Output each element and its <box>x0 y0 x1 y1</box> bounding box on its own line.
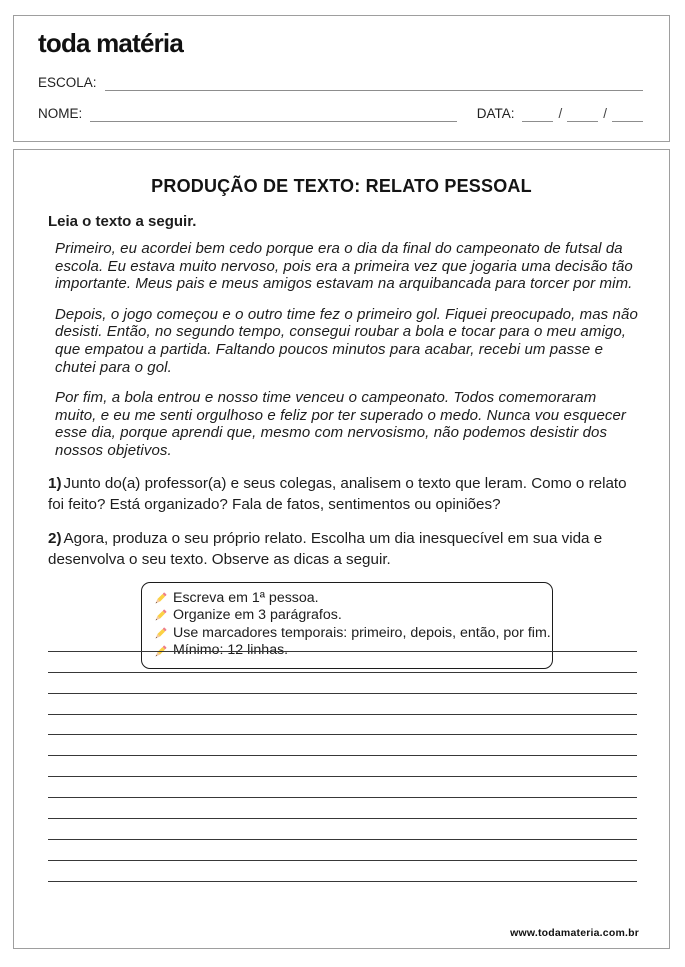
question-2-text: Agora, produza o seu próprio relato. Escolha um dia inesquecível em sua vida e desenvolva o seu texto. Observe as dicas a seguir. <box>48 529 603 568</box>
school-field-row <box>38 75 643 91</box>
answer-line[interactable] <box>48 819 637 840</box>
date-year-blank[interactable] <box>612 108 643 122</box>
answer-line[interactable] <box>48 735 637 756</box>
pencil-icon <box>153 608 168 623</box>
website-url: www.todamateria.com.br <box>510 927 639 939</box>
tip-text: Use marcadores temporais: primeiro, depois, então, por fim. <box>173 624 551 641</box>
answer-line[interactable] <box>48 861 637 882</box>
answer-line[interactable] <box>48 673 637 694</box>
answer-line[interactable] <box>48 694 637 715</box>
date-day-blank[interactable] <box>522 108 553 122</box>
tip-item <box>153 607 544 625</box>
answer-lines <box>48 631 637 882</box>
tip-text: Escreva em 1ª pessoa. <box>173 589 319 606</box>
date-label: DATA: <box>476 106 515 121</box>
question-1-number: 1) <box>48 474 62 492</box>
name-blank-line[interactable] <box>90 108 456 122</box>
reading-instruction: Leia o texto a seguir. <box>48 213 197 230</box>
date-field-group <box>477 106 643 122</box>
tip-text: Mínimo: 12 linhas. <box>173 642 289 659</box>
answer-line[interactable] <box>48 631 637 652</box>
passage-paragraph: Primeiro, eu acordei bem cedo porque era o dia da final do campeonato de futsal da escola. Eu estava muito nervoso, pois era a primeira vez que jogaria uma decisão tão importante. Meus pais e meus amigos estavam na arquibancada para torcer por mim. <box>55 240 633 293</box>
passage-paragraph: Depois, o jogo começou e o outro time fez o primeiro gol. Fiquei preocupado, mas não desisti. Então, no segundo tempo, consegui roubar a bola e tocar para o meu amigo, que empatou a partida. Faltando poucos minutos para acabar, recebi um passe e chutei para o gol. <box>55 305 638 376</box>
pencil-icon <box>153 591 168 606</box>
answer-line[interactable] <box>48 756 637 777</box>
page-title: PRODUÇÃO DE TEXTO: RELATO PESSOAL <box>151 176 532 196</box>
answer-line[interactable] <box>48 652 637 673</box>
question-1-text: Junto do(a) professor(a) e seus colegas, analisem o texto que leram. Como o relato foi feito? Está organizado? Fala de fatos, sentimentos ou opiniões? <box>48 474 627 513</box>
date-separator: / <box>603 106 607 121</box>
worksheet-card <box>13 149 670 949</box>
tip-item <box>153 590 544 608</box>
school-label: ESCOLA: <box>38 75 97 90</box>
answer-line[interactable] <box>48 798 637 819</box>
school-blank-line[interactable] <box>105 77 643 91</box>
question-2 <box>48 528 637 570</box>
header-card <box>13 15 670 142</box>
date-month-blank[interactable] <box>567 108 598 122</box>
reading-passage <box>14 240 669 460</box>
tip-text: Organize em 3 parágrafos. <box>173 607 342 624</box>
question-1 <box>48 473 637 515</box>
name-label: NOME: <box>38 106 83 121</box>
answer-line[interactable] <box>48 777 637 798</box>
answer-line[interactable] <box>48 715 637 736</box>
passage-paragraph: Por fim, a bola entrou e nosso time venceu o campeonato. Todos comemoraram muito, e eu me senti orgulhoso e feliz por ter superado o medo. Nunca vou esquecer esse dia, porque aprendi que, mesmo com nervosismo, não podemos desistir dos nossos objetivos. <box>55 389 627 459</box>
brand-logo: toda matéria <box>38 28 184 58</box>
question-2-number: 2) <box>48 529 62 547</box>
date-separator: / <box>558 106 563 121</box>
name-field-row <box>38 106 643 122</box>
answer-line[interactable] <box>48 840 637 861</box>
